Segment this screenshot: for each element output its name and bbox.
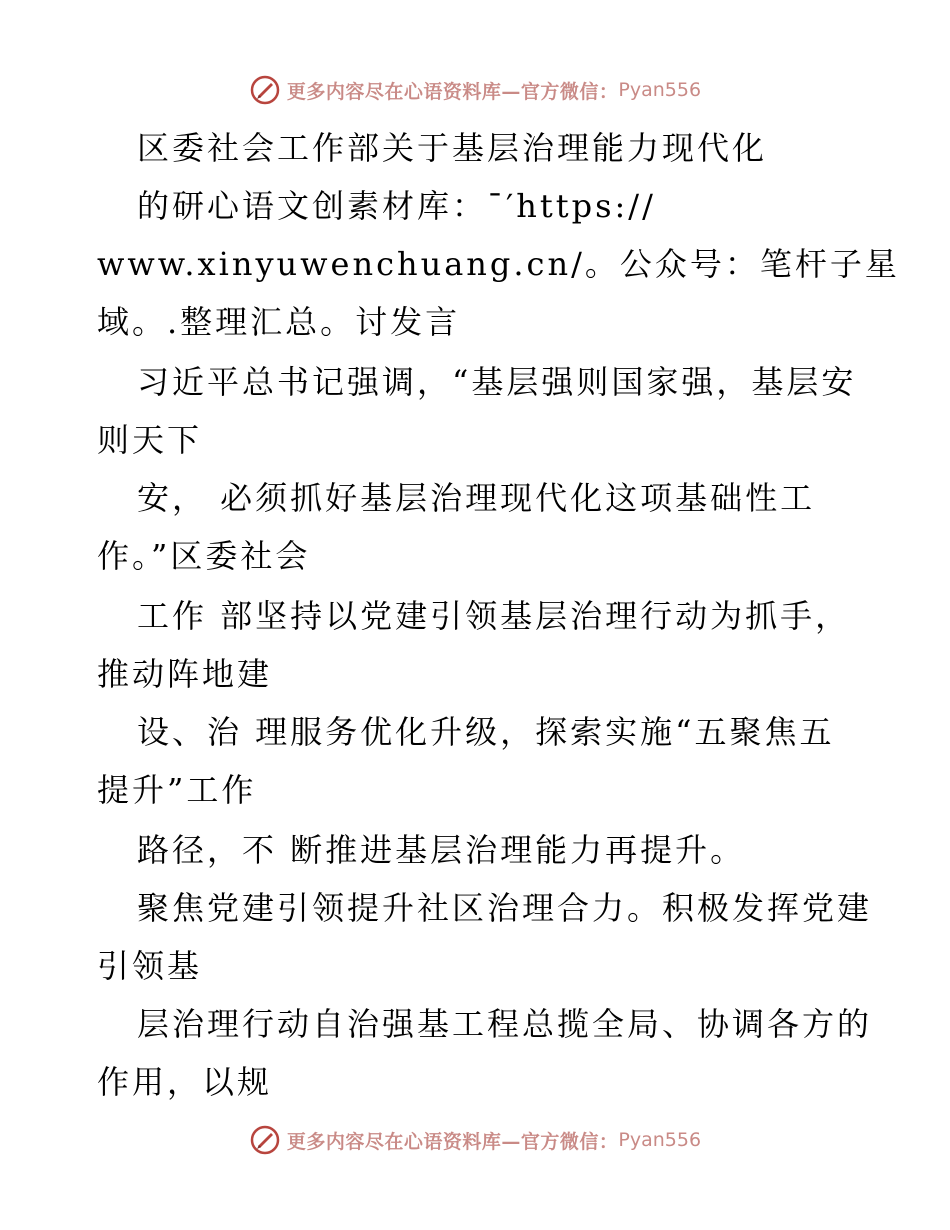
header-banner-text: 更多内容尽在心语资料库—官方微信： [286, 80, 619, 103]
body-line: 作用，以规 [97, 1063, 273, 1101]
body-line: 引领基 [97, 947, 203, 985]
header-banner-wechat-id: Pyan556 [618, 79, 702, 101]
body-line: 域。.整理汇总。讨发言 [97, 303, 461, 341]
body-line: 作。”区委社会 [97, 537, 311, 575]
footer-banner-text: 更多内容尽在心语资料库—官方微信： [286, 1130, 619, 1153]
body-line: 则天下 [97, 421, 203, 459]
body-line: 层治理行动自治强基工程总揽全局、协调各方的 [137, 1005, 873, 1043]
body-line: www.xinyuwenchuang.cn/。公众号：笔杆子星 [97, 245, 900, 283]
body-line: 提升”工作 [97, 771, 257, 809]
header-banner [0, 70, 950, 110]
footer-banner-wechat-id: Pyan556 [618, 1129, 702, 1151]
body-line: 推动阵地建 [97, 655, 273, 693]
body-line: 设、治 理服务优化升级，探索实施“五聚焦五 [137, 713, 835, 751]
body-line: 区委社会工作部关于基层治理能力现代化 [137, 129, 768, 167]
body-line: 的研心语文创素材库：¯′https:// [137, 187, 656, 225]
footer-banner [0, 1120, 950, 1160]
body-line: 安， 必须抓好基层治理现代化这项基础性工 [137, 479, 816, 517]
quill-seal-logo-icon [249, 74, 281, 106]
quill-seal-logo-icon [249, 1124, 281, 1156]
body-line: 路径，不 断推进基层治理能力再提升。 [137, 831, 746, 869]
body-line: 工作 部坚持以党建引领基层治理行动为抓手， [137, 597, 851, 635]
body-line: 聚焦党建引领提升社区治理合力。积极发挥党建 [137, 889, 873, 927]
body-line: 习近平总书记强调，“基层强则国家强，基层安 [137, 363, 857, 401]
